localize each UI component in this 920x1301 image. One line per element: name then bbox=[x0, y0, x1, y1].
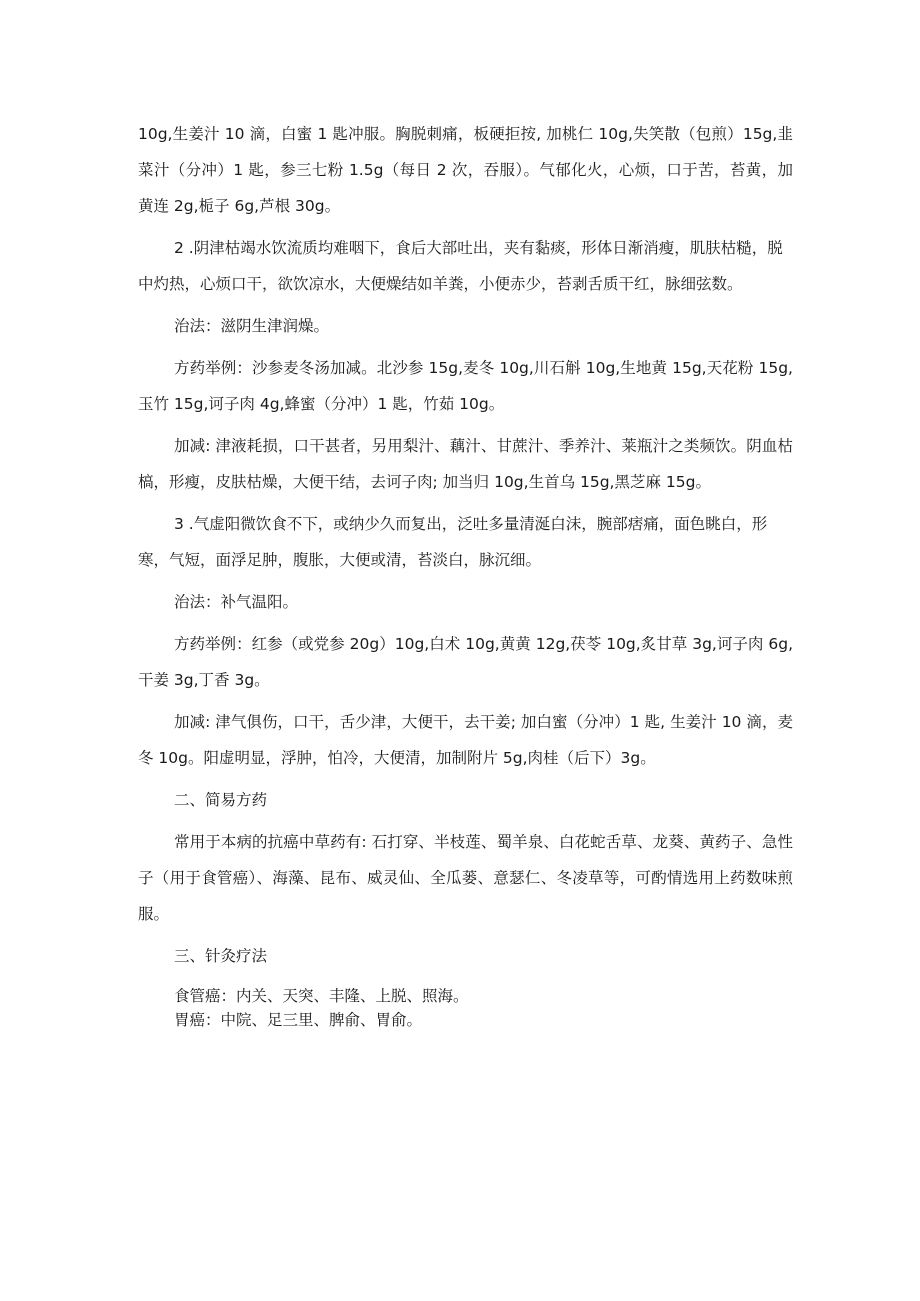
treatment-method-2: 治法：补气温阳。 bbox=[174, 593, 299, 611]
prescription-example-2: 方药举例：红参（或党参 20g）10g,白术 10g,黄黄 12g,茯苓 10g,炙甘草 3g,诃子肉 6g,干姜 3g,丁香 3g。 bbox=[138, 635, 793, 689]
list-item-yin-fluid-depletion: 2 .阴津枯竭水饮流质均难咽下，食后大部吐出，夹有黏痰，形体日渐消瘦，肌肤枯糙，脱中灼热，心烦口干，欲饮凉水，大便燥结如羊粪，小便赤少，苔剥舌质干红，脉细弦数。 bbox=[138, 239, 783, 293]
paragraph-continuation: 10g,生姜汁 10 滴，白蜜 1 匙冲服。胸脱刺痛，板硬拒按, 加桃仁 10g,失笑散（包煎）15g,韭菜汁（分冲）1 匙，参三七粉 1.5g（每日 2 次，吞服）。气郁化火，心烦，口于苦，苔黄，加黄连 2g,栀子 6g,芦根 30g。 bbox=[138, 125, 793, 215]
list-item-qi-yang-deficiency: 3 .气虚阳微饮食不下，或纳少久而复出，泛吐多量清涎白沫，腕部痞痛，面色眺白，形寒，气短，面浮足肿，腹胀，大便或清，苔淡白，脉沉细。 bbox=[138, 515, 768, 569]
modification-1: 加减: 津液耗损，口干甚者，另用梨汁、藕汁、甘蔗汁、季养汁、莱瓶汁之类频饮。阴血枯槁，形瘦，皮肤枯燥，大便干结，去诃子肉; 加当归 10g,生首乌 15g,黑芝麻 15g。 bbox=[138, 437, 793, 491]
modification-2: 加减: 津气俱伤，口干，舌少津，大便干，去干姜; 加白蜜（分冲）1 匙, 生姜汁 10 滴，麦冬 10g。阳虚明显，浮肿，怕冷，大便清，加制附片 5g,肉桂（后下）3g。 bbox=[138, 713, 793, 767]
section-heading-acupuncture: 三、针灸疗法 bbox=[174, 947, 268, 965]
document-body bbox=[138, 116, 793, 1032]
acupuncture-gastric-cancer: 胃癌：中院、足三里、脾俞、胃俞。 bbox=[174, 1011, 423, 1029]
herbal-list-paragraph: 常用于本病的抗癌中草药有: 石打穿、半枝莲、蜀羊泉、白花蛇舌草、龙葵、黄药子、急性子（用于食管癌）、海藻、昆布、威灵仙、全瓜蒌、意瑟仁、冬凌草等，可酌情选用上药数味煎服。 bbox=[138, 833, 793, 923]
section-heading-simple-prescriptions: 二、简易方药 bbox=[174, 791, 268, 809]
prescription-example-1: 方药举例：沙参麦冬汤加减。北沙参 15g,麦冬 10g,川石斛 10g,生地黄 15g,天花粉 15g,玉竹 15g,诃子肉 4g,蜂蜜（分冲）1 匙，竹茹 10g。 bbox=[138, 359, 793, 413]
acupuncture-esophageal-cancer: 食管癌：内关、天突、丰隆、上脱、照海。 bbox=[174, 987, 469, 1005]
treatment-method-1: 治法：滋阴生津润燥。 bbox=[174, 317, 330, 335]
